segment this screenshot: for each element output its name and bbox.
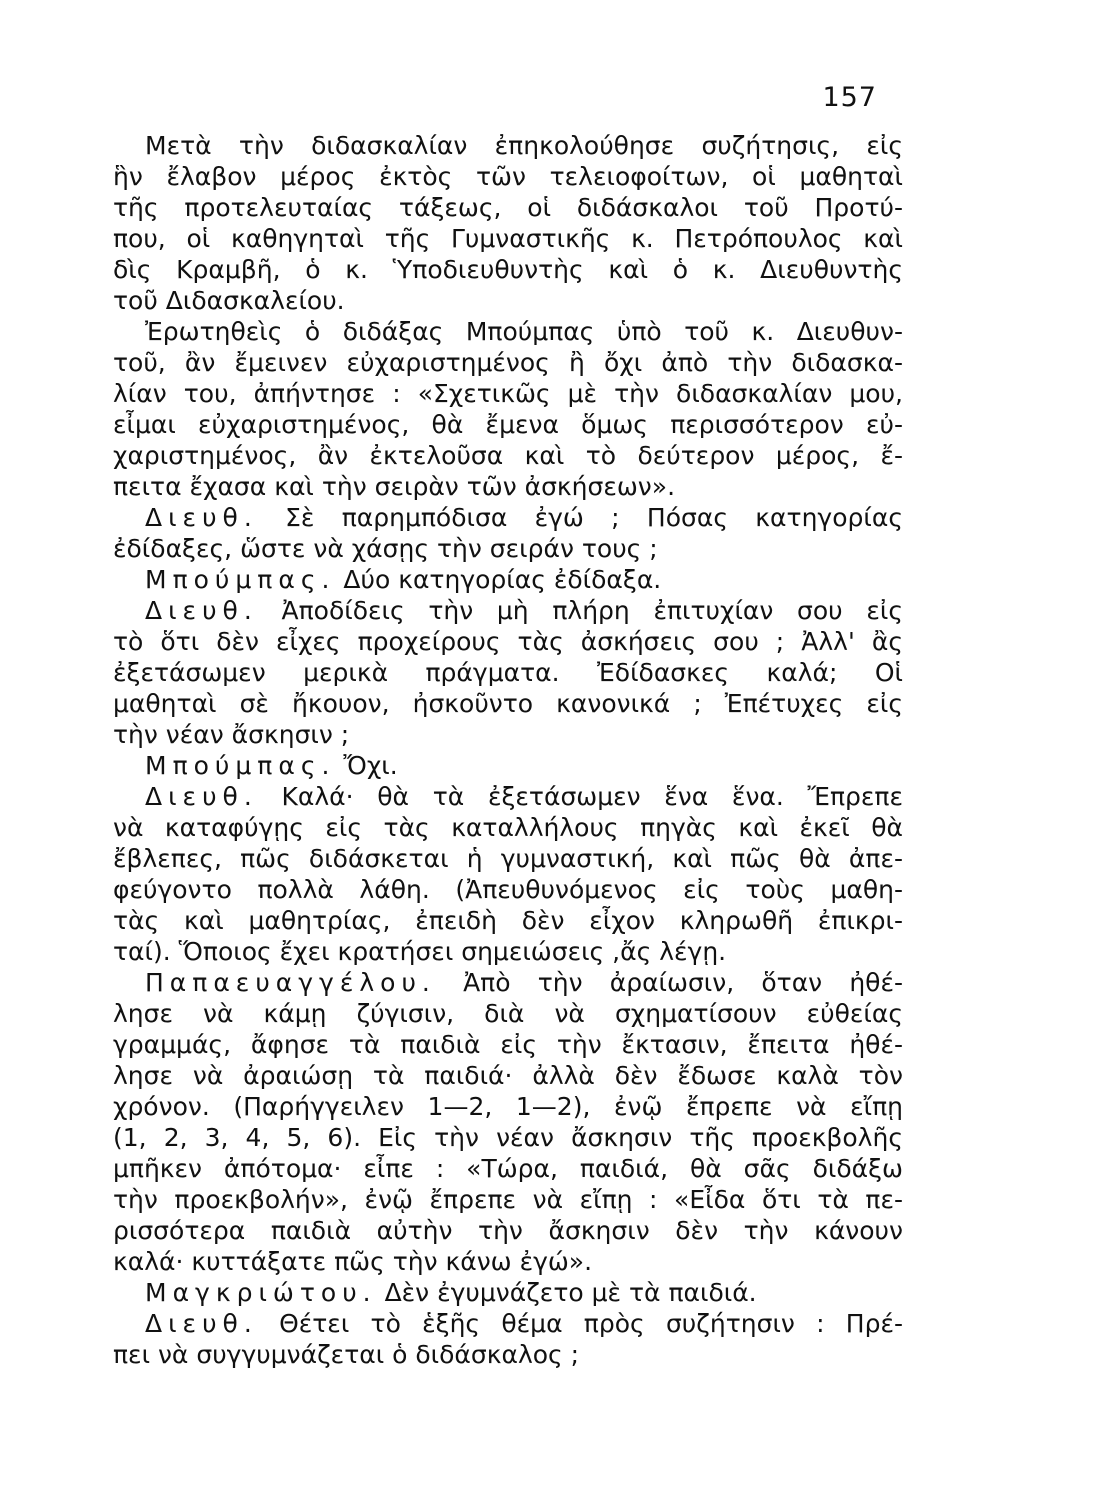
line-text: τοῦ Διδασκαλείου. bbox=[113, 286, 345, 315]
text-line bbox=[113, 440, 903, 471]
text-line bbox=[113, 719, 903, 750]
line-text: Δὲν ἐγυμνάζετο μὲ τὰ παιδιά. bbox=[384, 1278, 757, 1307]
line-text: Μετὰ τὴν διδασκαλίαν ἐπηκολούθησε συζήτησις, εἰς bbox=[145, 131, 903, 160]
text-line bbox=[113, 595, 903, 626]
line-text: λίαν του, ἀπήντησε : «Σχετικῶς μὲ τὴν διδασκαλίαν μου, bbox=[113, 379, 903, 408]
text-line bbox=[113, 285, 903, 316]
line-text: ἣν ἔλαβον μέρος ἐκτὸς τῶν τελειοφοίτων, οἱ μαθηταὶ bbox=[113, 162, 903, 191]
text-line bbox=[113, 1339, 903, 1370]
line-text: χρόνον. (Παρήγγειλεν 1—2, 1—2), ἐνῷ ἔπρεπε νὰ εἴπῃ bbox=[113, 1092, 903, 1121]
speaker-name: Μπούμπας. bbox=[145, 565, 336, 594]
speaker-name: Μπούμπας. bbox=[145, 751, 336, 780]
text-line bbox=[113, 254, 903, 285]
text-line bbox=[113, 502, 903, 533]
line-text: πει νὰ συγγυμνάζεται ὁ διδάσκαλος ; bbox=[113, 1340, 580, 1369]
line-text: Ἀποδίδεις τὴν μὴ πλήρη ἐπιτυχίαν σου εἰς bbox=[281, 596, 903, 625]
line-text: τοῦ, ἂν ἔμεινεν εὐχαριστημένος ἢ ὄχι ἀπὸ τὴν διδασκα- bbox=[113, 348, 903, 377]
text-line bbox=[113, 1277, 903, 1308]
text-line bbox=[113, 378, 903, 409]
line-text: Ἀπὸ τὴν ἀραίωσιν, ὅταν ἠθέ- bbox=[463, 968, 903, 997]
line-text: που, οἱ καθηγηταὶ τῆς Γυμναστικῆς κ. Πετρόπουλος καὶ bbox=[113, 224, 903, 253]
line-text: τὴν νέαν ἄσκησιν ; bbox=[113, 720, 350, 749]
text-line bbox=[113, 223, 903, 254]
text-line bbox=[113, 1246, 903, 1277]
line-text: Καλά· θὰ τὰ ἐξετάσωμεν ἕνα ἕνα. Ἔπρεπε bbox=[281, 782, 903, 811]
line-text: δὶς Κραμβῆ, ὁ κ. Ὑποδιευθυντὴς καὶ ὁ κ. Διευθυντὴς bbox=[113, 255, 903, 284]
text-line bbox=[113, 750, 903, 781]
line-text: φεύγοντο πολλὰ λάθη. (Ἀπευθυνόμενος εἰς τοὺς μαθη- bbox=[113, 875, 903, 904]
page-text bbox=[113, 130, 903, 1370]
line-text: ἐδίδαξες, ὥστε νὰ χάσῃς τὴν σειράν τους ; bbox=[113, 534, 658, 563]
line-text: Σὲ παρημπόδισα ἐγώ ; Πόσας κατηγορίας bbox=[285, 503, 903, 532]
text-line bbox=[113, 1060, 903, 1091]
line-text: μαθηταὶ σὲ ἤκουον, ἠσκοῦντο κανονικά ; Ἐπέτυχες εἰς bbox=[113, 689, 903, 718]
text-line bbox=[113, 1153, 903, 1184]
speaker-name: Διευθ. bbox=[145, 1309, 258, 1338]
line-text: τὸ ὅτι δὲν εἶχες προχείρους τὰς ἀσκήσεις σου ; Ἀλλ' ἂς bbox=[113, 627, 903, 656]
text-line bbox=[113, 564, 903, 595]
text-line bbox=[113, 1091, 903, 1122]
text-line bbox=[113, 533, 903, 564]
text-line bbox=[113, 1215, 903, 1246]
text-line bbox=[113, 409, 903, 440]
line-text: λησε νὰ ἀραιώσῃ τὰ παιδιά· ἀλλὰ δὲν ἔδωσε καλὰ τὸν bbox=[113, 1061, 903, 1090]
text-line bbox=[113, 1029, 903, 1060]
line-text: εἶμαι εὐχαριστημένος, θὰ ἔμενα ὅμως περισσότερον εὐ- bbox=[113, 410, 903, 439]
text-line bbox=[113, 130, 903, 161]
line-text: νὰ καταφύγῃς εἰς τὰς καταλλήλους πηγὰς καὶ ἐκεῖ θὰ bbox=[113, 813, 903, 842]
line-text: Δύο κατηγορίας ἐδίδαξα. bbox=[343, 565, 662, 594]
line-text: καλά· κυττάξατε πῶς τὴν κάνω ἐγώ». bbox=[113, 1247, 593, 1276]
text-line bbox=[113, 998, 903, 1029]
line-text: τῆς προτελευταίας τάξεως, οἱ διδάσκαλοι τοῦ Προτύ- bbox=[113, 193, 903, 222]
text-line bbox=[113, 967, 903, 998]
text-line bbox=[113, 905, 903, 936]
line-text: χαριστημένος, ἂν ἐκτελοῦσα καὶ τὸ δεύτερον μέρος, ἔ- bbox=[113, 441, 903, 470]
line-text: Ἐρωτηθεὶς ὁ διδάξας Μπούμπας ὑπὸ τοῦ κ. Διευθυν- bbox=[145, 317, 903, 346]
line-text: Ὄχι. bbox=[343, 751, 398, 780]
text-line bbox=[113, 843, 903, 874]
text-line bbox=[113, 1308, 903, 1339]
line-text: (1, 2, 3, 4, 5, 6). Εἰς τὴν νέαν ἄσκησιν τῆς προεκβολῆς bbox=[113, 1123, 903, 1152]
line-text: ρισσότερα παιδιὰ αὐτὴν τὴν ἄσκησιν δὲν τὴν κάνουν bbox=[113, 1216, 903, 1245]
line-text: πειτα ἔχασα καὶ τὴν σειρὰν τῶν ἀσκήσεων». bbox=[113, 472, 676, 501]
line-text: μπῆκεν ἀπότομα· εἶπε : «Τώρα, παιδιά, θὰ σᾶς διδάξω bbox=[113, 1154, 903, 1183]
speaker-name: Μαγκριώτου. bbox=[145, 1278, 377, 1307]
text-line bbox=[113, 1184, 903, 1215]
text-line bbox=[113, 1122, 903, 1153]
text-line bbox=[113, 936, 903, 967]
text-line bbox=[113, 874, 903, 905]
line-text: τὰς καὶ μαθητρίας, ἐπειδὴ δὲν εἶχον κληρωθῆ ἐπικρι- bbox=[113, 906, 903, 935]
text-line bbox=[113, 347, 903, 378]
text-line bbox=[113, 688, 903, 719]
speaker-name: Διευθ. bbox=[145, 782, 258, 811]
text-line bbox=[113, 316, 903, 347]
line-text: τὴν προεκβολήν», ἐνῷ ἔπρεπε νὰ εἴπῃ : «Εἶδα ὅτι τὰ πε- bbox=[113, 1185, 903, 1214]
line-text: λησε νὰ κάμῃ ζύγισιν, διὰ νὰ σχηματίσουν εὐθείας bbox=[113, 999, 903, 1028]
text-line bbox=[113, 192, 903, 223]
speaker-name: Διευθ. bbox=[145, 596, 258, 625]
line-text: ἐξετάσωμεν μερικὰ πράγματα. Ἐδίδασκες καλά; Οἱ bbox=[113, 658, 903, 687]
line-text: γραμμάς, ἄφησε τὰ παιδιὰ εἰς τὴν ἔκτασιν, ἔπειτα ἠθέ- bbox=[113, 1030, 903, 1059]
speaker-name: Παπαευαγγέλου. bbox=[145, 968, 436, 997]
text-line bbox=[113, 626, 903, 657]
line-text: ταί). Ὅποιος ἔχει κρατήσει σημειώσεις ,ἄς λέγῃ. bbox=[113, 937, 727, 966]
text-line bbox=[113, 161, 903, 192]
text-line bbox=[113, 471, 903, 502]
text-line bbox=[113, 812, 903, 843]
text-line bbox=[113, 657, 903, 688]
speaker-name: Διευθ. bbox=[145, 503, 258, 532]
line-text: ἔβλεπες, πῶς διδάσκεται ἡ γυμναστική, καὶ πῶς θὰ ἀπε- bbox=[113, 844, 903, 873]
line-text: Θέτει τὸ ἑξῆς θέμα πρὸς συζήτησιν : Πρέ- bbox=[279, 1309, 903, 1338]
page-number: 157 bbox=[822, 82, 877, 113]
text-line bbox=[113, 781, 903, 812]
